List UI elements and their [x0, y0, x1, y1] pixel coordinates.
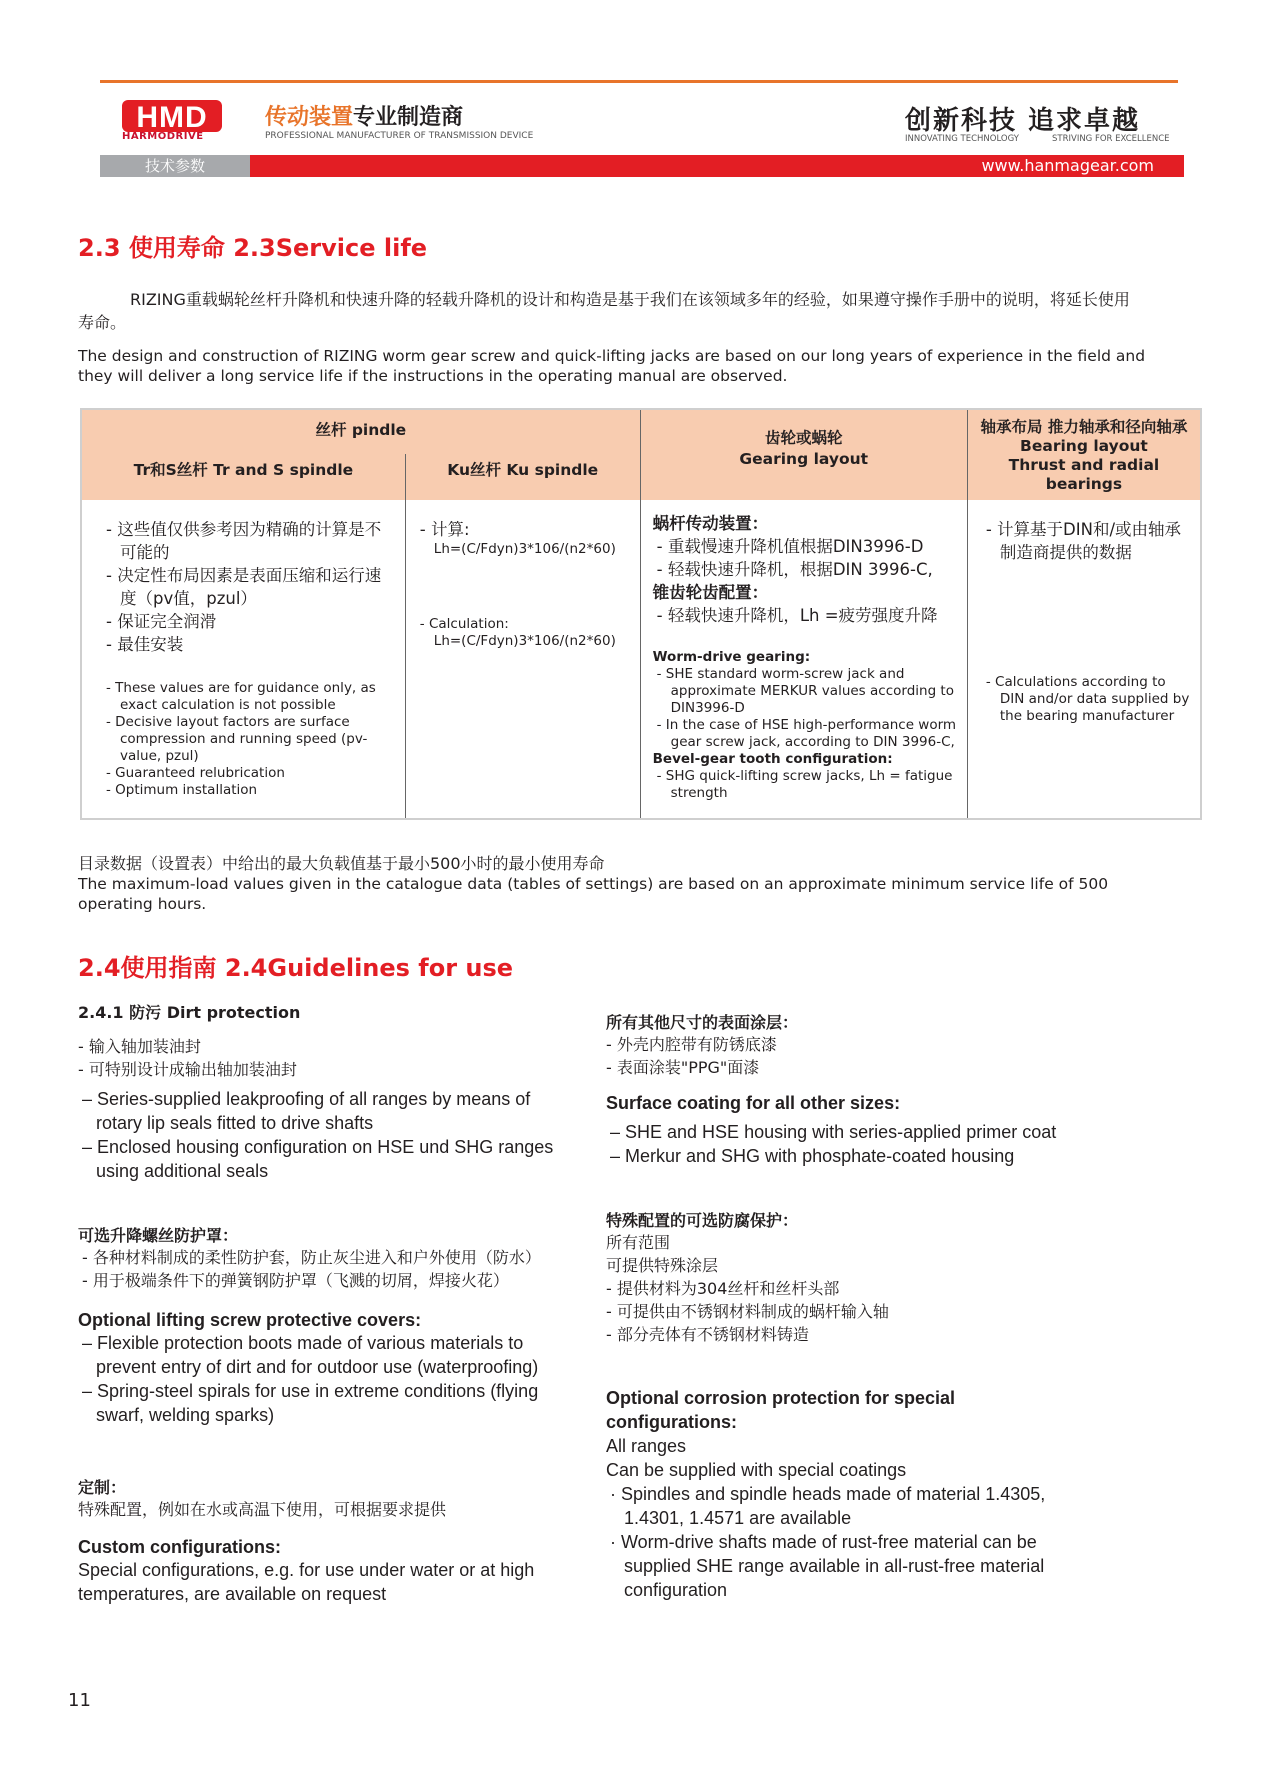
corrosion-en-heading: Optional corrosion protection for special configurations:: [606, 1388, 956, 1432]
corrosion-en-intro: [606, 1434, 1076, 1482]
list-item: · Spindles and spindle heads made of material 1.4305, 1.4301, 1.4571 are available: [610, 1484, 1046, 1528]
list-item: 可提供特殊涂层: [606, 1256, 719, 1275]
gear-en-list-2: [653, 768, 959, 802]
header-bearing: 轴承布局 推力轴承和径向轴承 Bearing layout Thrust and radial bearings: [980, 418, 1188, 493]
custom-en-heading: Custom configurations:: [78, 1537, 281, 1557]
list-item: – Series-supplied leakproofing of all ranges by means of rotary lip seals fitted to drive shafts: [82, 1089, 531, 1133]
ku-en-label: - Calculation:: [419, 616, 509, 632]
list-item: - 部分壳体有不锈钢材料铸造: [606, 1325, 809, 1344]
bearing-cn-list: [982, 518, 1194, 564]
list-item: - Guaranteed relubrication: [106, 765, 285, 781]
list-item: – Merkur and SHG with phosphate-coated housing: [610, 1146, 1015, 1166]
list-item: - 外壳内腔带有防锈底漆: [606, 1035, 777, 1054]
tr-cn-list: [102, 518, 385, 656]
bearing-cell: [967, 500, 1201, 819]
cover-en-heading: Optional lifting screw protective covers:: [78, 1310, 422, 1330]
list-item: – Flexible protection boots made of various materials to prevent entry of dirt and for outdoor use (waterproofing): [82, 1333, 539, 1377]
list-item: - Optimum installation: [106, 782, 258, 798]
list-item: - SHE standard worm-screw jack and approximate MERKUR values according to DIN3996-D: [656, 666, 954, 716]
list-item: - 表面涂装"PPG"面漆: [606, 1058, 760, 1077]
list-item: All ranges: [606, 1436, 687, 1456]
max-load-note-en: The maximum-load values given in the catalogue data (tables of settings) are based on an approximate minimum service life of 500 operating hours.: [78, 875, 1109, 913]
ku-formula-cn: Lh=(C/Fdyn)3*106/(n2*60): [433, 541, 616, 557]
gear-cn-list-2: [653, 604, 959, 627]
svg-text:HMD: HMD: [136, 101, 208, 134]
service-life-intro-en: The design and construction of RIZING worm gear screw and quick-lifting jacks are based on our long years of experience in the field and they will deliver a long service life if the instructions in the operating manual are observed.: [78, 347, 1146, 385]
cover-cn-list: [78, 1246, 578, 1292]
corrosion-en-list: [606, 1482, 1076, 1602]
logo-subtitle: HARMODRIVE: [122, 131, 204, 142]
header-ku-spindle: Ku丝杆 Ku spindle: [405, 454, 640, 500]
ku-cell: [405, 500, 640, 819]
header-rule: [100, 80, 1178, 83]
list-item: Can be supplied with special coatings: [606, 1460, 907, 1480]
corrosion-cn-list: [606, 1231, 1076, 1346]
list-item: – SHE and HSE housing with series-applied primer coat: [610, 1122, 1057, 1142]
dirt-cn-list: [78, 1035, 578, 1081]
gear-cn-list-1: [653, 535, 959, 581]
guidelines-right-column: [606, 1010, 1076, 1602]
dirt-protection-heading: 2.4.1 防污 Dirt protection: [78, 1003, 301, 1022]
slogan-en-2: STRIVING FOR EXCELLENCE: [1052, 134, 1170, 144]
list-item: - 重载慢速升降机值根据DIN3996-D: [656, 537, 924, 556]
page-number: 11: [68, 1690, 91, 1711]
max-load-note-cn: 目录数据（设置表）中给出的最大负载值基于最小500小时的最小使用寿命: [78, 854, 605, 873]
list-item: - 计算基于DIN和/或由轴承制造商提供的数据: [985, 520, 1182, 562]
list-item: 所有范围: [606, 1233, 671, 1252]
website-url: www.hanmagear.com: [981, 156, 1154, 175]
tr-cell: [81, 500, 405, 819]
gear-en-list-1: [653, 666, 959, 751]
service-life-intro-cn: RIZING重载蜗轮丝杆升降机和快速升降的轻载升降机的设计和构造是基于我们在该领域多年的经验，如果遵守操作手册中的说明，将延长使用寿命。: [78, 290, 1130, 332]
list-item: - 轻载快速升降机，根据DIN 3996-C,: [656, 560, 933, 579]
gear-cn-h1: 蜗杆传动装置：: [652, 514, 769, 533]
list-item: - 用于极端条件下的弹簧钢防护罩（飞溅的切屑，焊接火花）: [82, 1271, 509, 1290]
slogan-cn: 创新科技 追求卓越: [905, 106, 1141, 136]
header-tr-spindle: Tr和S丝杆 Tr and S spindle: [81, 454, 405, 500]
gear-en-h2: Bevel-gear tooth configuration:: [652, 751, 893, 767]
list-item: - These values are for guidance only, as exact calculation is not possible: [106, 680, 376, 713]
bearing-en-list: [982, 674, 1194, 725]
list-item: - 轻载快速升降机，Lh =疲劳强度升降: [656, 606, 938, 625]
service-life-table: [80, 408, 1202, 820]
list-item: - 保证完全润滑: [106, 612, 217, 631]
list-item: – Spring-steel spirals for use in extreme conditions (flying swarf, welding sparks): [82, 1381, 539, 1425]
list-item: - 各种材料制成的柔性防护套，防止灰尘进入和户外使用（防水）: [82, 1248, 541, 1267]
list-item: - Decisive layout factors are surface compression and running speed (pv-value, pzul): [106, 714, 368, 764]
coating-cn-heading: 所有其他尺寸的表面涂层：: [606, 1013, 799, 1032]
cover-cn-heading: 可选升降螺丝防护罩：: [78, 1226, 239, 1245]
tr-en-list: [102, 680, 385, 799]
company-name-cn: 传动装置专业制造商: [265, 105, 464, 130]
coating-cn-list: [606, 1033, 1076, 1079]
guidelines-left-column: [78, 1000, 578, 1606]
list-item: - 可特别设计成输出轴加装油封: [78, 1060, 297, 1079]
dirt-en-list: [78, 1087, 578, 1183]
list-item: – Enclosed housing configuration on HSE und SHG ranges using additional seals: [82, 1137, 554, 1181]
list-item: - In the case of HSE high-performance worm gear screw jack, according to DIN 3996-C,: [656, 717, 957, 750]
list-item: - SHG quick-lifting screw jacks, Lh = fatigue strength: [656, 768, 953, 801]
coating-en-list: [606, 1120, 1076, 1168]
list-item: - Calculations according to DIN and/or data supplied by the bearing manufacturer: [985, 674, 1190, 724]
section-tag: 技术参数: [100, 155, 250, 177]
list-item: - 这些值仅供参考因为精确的计算是不可能的: [106, 520, 382, 562]
section-2-3-title: 2.3 使用寿命 2.3Service life: [78, 234, 428, 262]
ku-formula-en: Lh=(C/Fdyn)3*106/(n2*60): [433, 633, 616, 649]
list-item: - 输入轴加装油封: [78, 1037, 201, 1056]
list-item: · Worm-drive shafts made of rust-free material can be supplied SHE range available in all-rust-free material configuration: [610, 1532, 1045, 1600]
gear-cn-h2: 锥齿轮齿配置：: [652, 583, 769, 602]
ku-cn-label: - 计算:: [419, 520, 470, 539]
corrosion-cn-heading: 特殊配置的可选防腐保护：: [606, 1211, 799, 1230]
section-2-4-title: 2.4使用指南 2.4Guidelines for use: [78, 954, 514, 982]
custom-en-text: Special configurations, e.g. for use under water or at high temperatures, are available on request: [78, 1560, 535, 1604]
gear-en-h1: Worm-drive gearing:: [652, 649, 811, 665]
header-spindle: 丝杆 pindle: [81, 409, 640, 454]
company-name-en: PROFESSIONAL MANUFACTURER OF TRANSMISSION DEVICE: [265, 131, 534, 141]
coating-en-heading: Surface coating for all other sizes:: [606, 1093, 901, 1113]
cover-en-list: [78, 1331, 578, 1427]
url-bar: [250, 155, 1184, 177]
slogan-en-1: INNOVATING TECHNOLOGY: [905, 134, 1019, 144]
custom-cn-text: 特殊配置，例如在水或高温下使用，可根据要求提供: [78, 1500, 447, 1519]
header-gearing: 齿轮或蜗轮 Gearing layout: [640, 409, 967, 500]
custom-cn-heading: 定制：: [78, 1478, 127, 1497]
gearing-cell: [640, 500, 967, 819]
list-item: - 提供材料为304丝杆和丝杆头部: [606, 1279, 840, 1298]
list-item: - 最佳安装: [106, 635, 184, 654]
list-item: - 决定性布局因素是表面压缩和运行速度（pv值，pzul）: [106, 566, 382, 608]
list-item: - 可提供由不锈钢材料制成的蜗杆输入轴: [606, 1302, 889, 1321]
